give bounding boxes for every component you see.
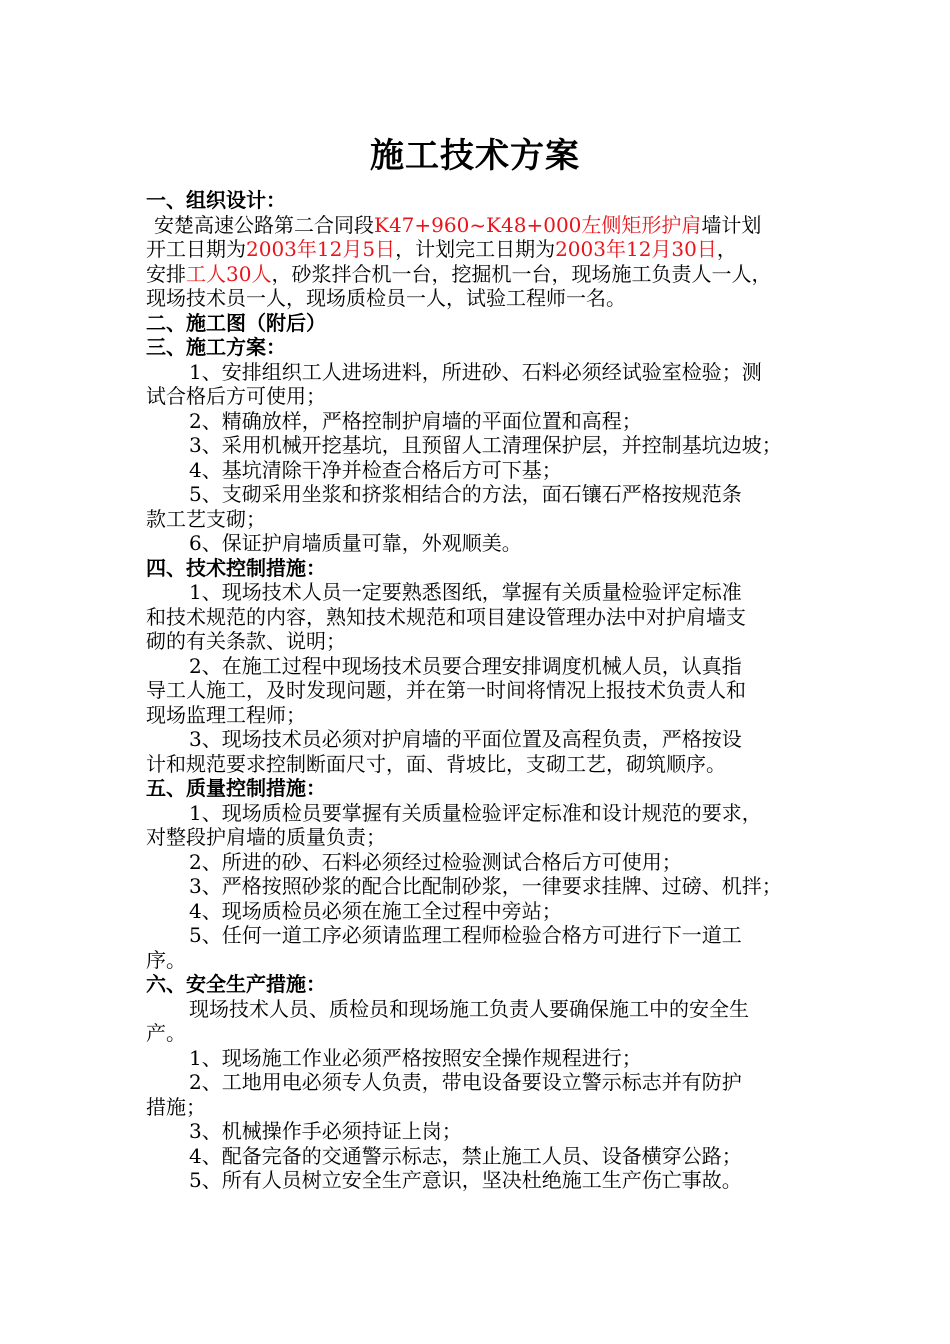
- text-run: 开工日期为: [146, 237, 246, 261]
- list-item: 4、现场质检员必须在施工全过程中旁站；: [189, 898, 562, 923]
- section-heading-drawings: 二、施工图（附后）: [146, 310, 326, 335]
- list-item: 5、支砌采用坐浆和挤浆相结合的方法，面石镶石严格按规范条: [189, 482, 742, 506]
- list-item: 3、严格按照砂浆的配合比配制砂浆，一律要求挂牌、过磅、机拌；: [189, 874, 782, 898]
- section-heading-technical-control: 四、技术控制措施：: [146, 555, 326, 580]
- highlight-end-date: 2003年12月30日: [555, 237, 717, 261]
- highlight-structure: 左侧矩形护肩: [581, 212, 702, 237]
- paragraph-line: [146, 262, 816, 287]
- section-heading-safety: 六、安全生产措施：: [146, 972, 326, 996]
- list-item-continuation: 款工艺支砌；: [146, 506, 266, 531]
- highlight-start-date: 2003年12月5日: [246, 237, 396, 261]
- list-item-continuation: 现场监理工程师；: [146, 702, 306, 727]
- list-item: 1、现场施工作业必须严格按照安全操作规程进行；: [189, 1045, 642, 1070]
- list-item-continuation: 导工人施工，及时发现问题，并在第一时间将情况上报技术负责人和: [146, 678, 746, 702]
- section-heading-plan: 三、施工方案：: [146, 335, 286, 359]
- list-item: 3、采用机械开挖基坑，且预留人工清理保护层，并控制基坑边坡；: [189, 433, 782, 457]
- list-item-continuation: 措施；: [146, 1094, 206, 1119]
- list-item-continuation: 序。: [146, 947, 186, 972]
- list-item-continuation: 试合格后方可使用；: [146, 384, 326, 408]
- list-item-continuation: 砌的有关条款、说明；: [146, 629, 346, 653]
- list-item: 2、所进的砂、石料必须经过检验测试合格后方可使用；: [189, 849, 682, 874]
- paragraph-line: 现场技术员一人，现场质检员一人，试验工程师一名。: [146, 286, 626, 310]
- text-run: 安楚高速公路第二合同段: [154, 212, 374, 237]
- paragraph-line: [146, 213, 816, 238]
- list-item: 2、精确放样，严格控制护肩墙的平面位置和高程；: [189, 408, 642, 433]
- paragraph-line: 现场技术人员、质检员和现场施工负责人要确保施工中的安全生: [189, 996, 749, 1021]
- paragraph-line: [146, 237, 816, 262]
- text-run: 安排: [146, 261, 186, 286]
- list-item: 6、保证护肩墙质量可靠，外观顺美。: [189, 531, 522, 555]
- list-item: 3、现场技术员必须对护肩墙的平面位置及高程负责，严格按设: [189, 727, 742, 751]
- list-item: 5、所有人员树立安全生产意识，坚决杜绝施工生产伤亡事故。: [189, 1168, 742, 1192]
- list-item: 2、工地用电必须专人负责，带电设备要设立警示标志并有防护: [189, 1070, 742, 1094]
- section-heading-organization: 一、组织设计：: [146, 188, 286, 212]
- list-item: 2、在施工过程中现场技术员要合理安排调度机械人员，认真指: [189, 653, 742, 678]
- list-item: 1、现场技术人员一定要熟悉图纸，掌握有关质量检验评定标准: [189, 580, 742, 604]
- list-item-continuation: 对整段护肩墙的质量负责；: [146, 825, 386, 849]
- list-item: 4、基坑清除干净并检查合格后方可下基；: [189, 457, 562, 482]
- list-item: 3、机械操作手必须持证上岗；: [189, 1119, 462, 1143]
- list-item: 1、现场质检员要掌握有关质量检验评定标准和设计规范的要求，: [189, 800, 762, 825]
- document-body: [146, 188, 816, 1193]
- text-run: ，计划完工日期为: [395, 237, 556, 261]
- text-run: ，: [716, 237, 737, 261]
- document-title: 施工技术方案: [370, 136, 580, 176]
- list-item-continuation: 计和规范要求控制断面尺寸，面、背坡比，支砌工艺，砌筑顺序。: [146, 751, 726, 776]
- paragraph-continuation: 产。: [146, 1021, 186, 1045]
- highlight-workers: 工人30人: [186, 261, 272, 286]
- section-heading-quality-control: 五、质量控制措施：: [146, 776, 326, 800]
- text-run: 墙计划: [701, 212, 762, 237]
- list-item: 4、配备完备的交通警示标志，禁止施工人员、设备横穿公路；: [189, 1143, 742, 1168]
- highlight-chainage: K47+960~K48+000: [374, 212, 582, 237]
- list-item-continuation: 和技术规范的内容，熟知技术规范和项目建设管理办法中对护肩墙支: [146, 604, 746, 629]
- list-item: 1、安排组织工人进场进料，所进砂、石料必须经试验室检验；测: [189, 359, 762, 384]
- list-item: 5、任何一道工序必须请监理工程师检验合格方可进行下一道工: [189, 923, 742, 947]
- text-run: ，砂浆拌合机一台，挖掘机一台，现场施工负责人一人，: [271, 261, 772, 286]
